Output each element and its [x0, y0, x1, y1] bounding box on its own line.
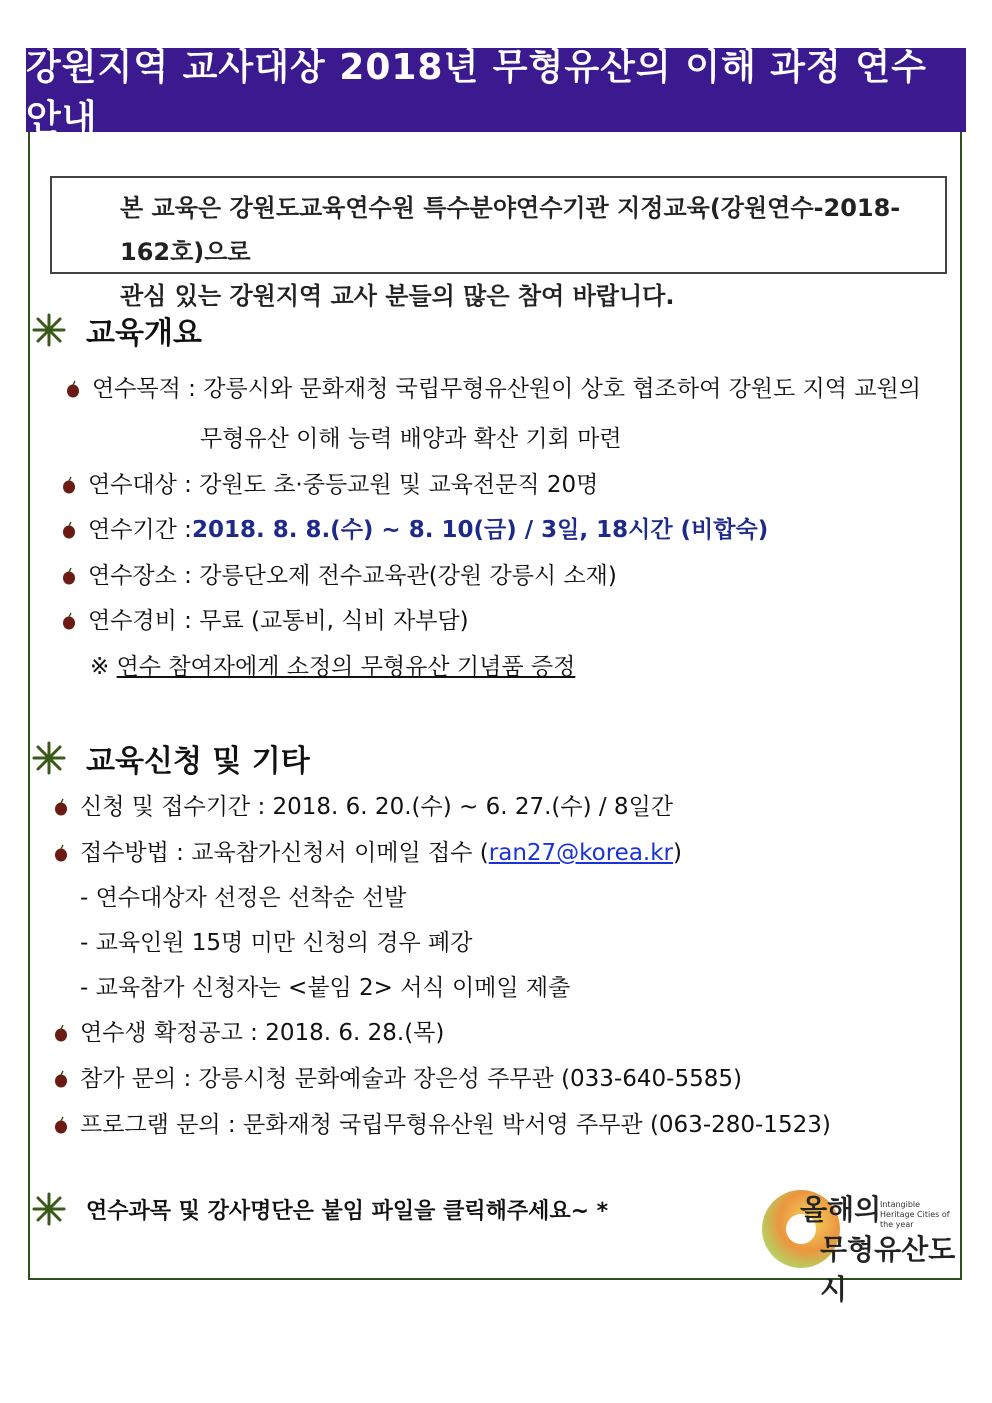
- method-sub-2: - 교육인원 15명 미만 신청의 경우 폐강: [80, 930, 473, 956]
- section-overview-heading: 교육개요: [32, 308, 202, 352]
- section-apply-heading: 교육신청 및 기타: [32, 736, 310, 780]
- list-item-contact-1: 참가 문의 : 강릉시청 문화예술과 장은성 주무관 (033-640-5585): [54, 1064, 742, 1094]
- list-item-announce: 연수생 확정공고 : 2018. 6. 28.(목): [54, 1018, 444, 1048]
- intro-box: [50, 176, 947, 310]
- intro-line-1: 본 교육은 강원도교육연수원 특수분야연수기관 지정교육(강원연수-2018-162호)으로: [120, 194, 901, 266]
- list-item-apply-method: 접수방법 : 교육참가신청서 이메일 접수 ( ran27@korea.kr ): [54, 838, 682, 868]
- list-item-cost: 연수경비 : 무료 (교통비, 식비 자부담): [62, 606, 469, 636]
- email-link[interactable]: ran27@korea.kr: [488, 840, 674, 866]
- apple-bullet-icon: [62, 567, 76, 585]
- period-value: 2018. 8. 8.(수) ~ 8. 10(금) / 3일, 18시간 (비합숙): [191, 517, 769, 543]
- apple-bullet-icon: [66, 380, 80, 398]
- list-item-purpose: 연수목적 : 강릉시와 문화재청 국립무형유산원이 상호 협조하여 강원도 지역 교원의: [66, 374, 921, 404]
- list-item-apply-period: 신청 및 접수기간 : 2018. 6. 20.(수) ~ 6. 27.(수) / 8일간: [54, 792, 673, 822]
- list-item-contact-2: 프로그램 문의 : 문화재청 국립무형유산원 박서영 주무관 (063-280-1523): [54, 1110, 831, 1140]
- apple-bullet-icon: [54, 1070, 68, 1088]
- method-sub-1: - 연수대상자 선정은 선착순 선발: [80, 885, 407, 911]
- apple-bullet-icon: [54, 1116, 68, 1134]
- apple-bullet-icon: [54, 798, 68, 816]
- star-icon: [32, 741, 66, 775]
- method-sub-3: - 교육참가 신청자는 <붙임 2> 서식 이메일 제출: [80, 975, 571, 1001]
- list-item-period: 연수기간 : 2018. 8. 8.(수) ~ 8. 10(금) / 3일, 18시간 (비합숙): [62, 515, 768, 545]
- purpose-continuation: 무형유산 이해 능력 배양과 확산 기회 마련: [200, 426, 622, 452]
- page-title: 강원지역 교사대상 2018년 무형유산의 이해 과정 연수 안내: [26, 48, 966, 132]
- list-item-target: 연수대상 : 강원도 초·중등교원 및 교육전문직 20명: [62, 470, 598, 500]
- intro-line-2: 관심 있는 강원지역 교사 분들의 많은 참여 바랍니다.: [120, 282, 675, 310]
- apple-bullet-icon: [54, 1024, 68, 1042]
- attachment-note: 연수과목 및 강사명단은 붙임 파일을 클릭해주세요~ *: [32, 1192, 608, 1226]
- star-icon: [32, 313, 66, 347]
- heritage-city-logo: 올해의 Intangible Heritage Cities of the year 무형유산도시: [760, 1180, 960, 1275]
- apple-bullet-icon: [62, 476, 76, 494]
- list-item-place: 연수장소 : 강릉단오제 전수교육관(강원 강릉시 소재): [62, 561, 617, 591]
- star-icon: [32, 1192, 66, 1226]
- apple-bullet-icon: [54, 844, 68, 862]
- apple-bullet-icon: [62, 612, 76, 630]
- souvenir-note: ※ 연수 참여자에게 소정의 무형유산 기념품 증정: [90, 654, 576, 680]
- apple-bullet-icon: [62, 521, 76, 539]
